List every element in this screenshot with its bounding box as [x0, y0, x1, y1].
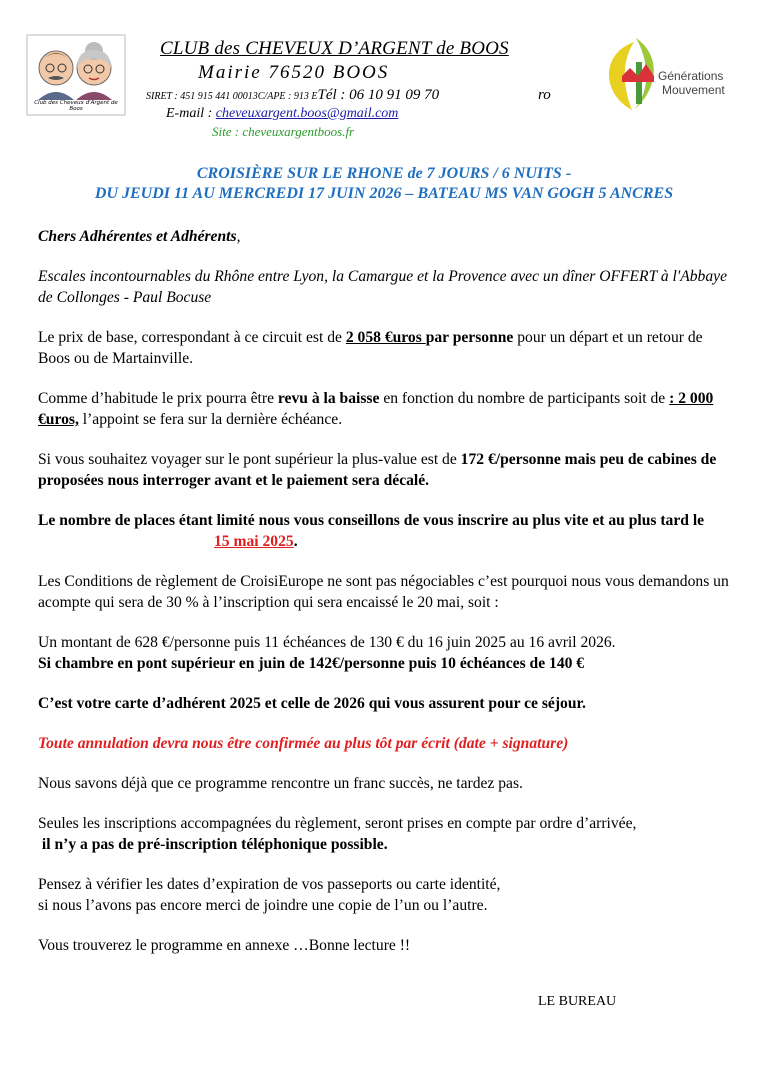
membership-paragraph [38, 693, 738, 714]
club-logo-caption: Club des Cheveux d'Argent de Boos [34, 100, 118, 112]
website[interactable]: Site : cheveuxargentboos.fr [212, 124, 355, 139]
installments-text: Un montant de 628 €/personne puis 11 échéances de 130 € du 16 juin 2025 au 16 avril 2026. [38, 634, 616, 651]
upper-deck-text-b: 172 €/personne mais peu de cabines de proposées nous interroger avant et le paiement sera décalé. [38, 451, 717, 489]
letter-body [38, 226, 738, 975]
greeting-text: Chers Adhérentes et Adhérents [38, 228, 237, 245]
deadline-date: 15 mai 2025 [214, 533, 294, 550]
phone: Tél : 06 10 91 09 70 [317, 87, 440, 103]
passport-line-1: Pensez à vérifier les dates d’expiration de vos passeports ou carte identité, [38, 876, 501, 893]
gm-logo-line2: Mouvement [662, 83, 725, 97]
price-text-b: par personne [425, 329, 514, 346]
siret-line [146, 87, 551, 104]
installments-upper-text: Si chambre en pont supérieur en juin de 142€/personne puis 10 échéances de 140 € [38, 655, 585, 672]
generations-mouvement-logo [592, 34, 742, 114]
cancellation-paragraph [38, 733, 738, 754]
greeting [38, 226, 738, 247]
price-text-c: pour un départ et un retour de Boos ou de Martainville. [38, 329, 703, 367]
email-line [166, 106, 398, 122]
membership-text: C’est votre carte d’adhérent 2025 et celle de 2026 qui vous assurent pour ce séjour. [38, 695, 586, 712]
success-paragraph: Nous savons déjà que ce programme rencontre un franc succès, ne tardez pas. [38, 775, 523, 792]
installments-paragraph [38, 632, 738, 674]
revision-amount: : 2 000 €uros, [38, 390, 714, 428]
price-amount: 2 058 €uros [345, 329, 426, 346]
revision-text-d: l’appoint se fera sur la dernière échéance. [78, 411, 343, 428]
revision-text-a: Comme d’habitude le prix pourra être [38, 390, 278, 407]
phone-suffix: ro [538, 87, 551, 103]
deadline-paragraph [38, 510, 738, 552]
price-text-a: Le prix de base, correspondant à ce circuit est de [38, 329, 346, 346]
greeting-punct: , [236, 228, 241, 245]
siret: SIRET : 451 915 441 00013C/APE : 913 E [146, 91, 318, 102]
revision-text-b: revu à la baisse [277, 390, 380, 407]
mairie-address: Mairie 76520 BOOS [198, 62, 390, 83]
closing-paragraph: Vous trouverez le programme en annexe …Bonne lecture !! [38, 937, 411, 954]
passport-line-2: si nous l’avons pas encore merci de joindre une copie de l’un ou l’autre. [38, 897, 488, 914]
trip-headline [20, 164, 748, 204]
deadline-text: Le nombre de places étant limité nous vous conseillons de vous inscrire au plus vite et au plus tard le [38, 512, 705, 529]
club-name: CLUB des CHEVEUX D’ARGENT de BOOS [160, 38, 509, 59]
intro-paragraph: Escales incontournables du Rhône entre Lyon, la Camargue et la Provence avec un dîner OFFERT à l'Abbaye de Collonges - Paul Bocuse [38, 268, 727, 306]
registration-text: Seules les inscriptions accompagnées du règlement, seront prises en compte par ordre d’arrivée, [38, 815, 637, 832]
deadline-punct: . [293, 533, 298, 550]
conditions-paragraph: Les Conditions de règlement de CroisiEurope ne sont pas négociables c’est pourquoi nous vous demandons un acompte qui sera de 30 % à l’inscription qui sera encaissé le 20 mai, soit : [38, 573, 729, 611]
signature: LE BUREAU [538, 994, 617, 1009]
upper-deck-paragraph [38, 449, 738, 491]
email-link[interactable]: cheveuxargent.boos@gmail.com [215, 106, 399, 121]
headline-line-2: DU JEUDI 11 AU MERCREDI 17 JUIN 2026 – BATEAU MS VAN GOGH 5 ANCRES [94, 185, 674, 202]
price-paragraph [38, 327, 738, 369]
gm-logo-line1: Générations [658, 69, 724, 83]
revision-text-c: en fonction du nombre de participants soit de [379, 390, 670, 407]
letterhead [20, 30, 748, 140]
passport-paragraph [38, 874, 738, 916]
registration-bold-text: il n’y a pas de pré-inscription téléphonique possible. [38, 836, 388, 853]
headline-line-1: CROISIÈRE SUR LE RHONE de 7 JOURS / 6 NUITS - [196, 165, 572, 182]
email-label: E-mail : [166, 106, 216, 121]
registration-paragraph [38, 813, 738, 855]
upper-deck-text-a: Si vous souhaitez voyager sur le pont supérieur la plus-value est de [38, 451, 461, 468]
cancellation-text: Toute annulation devra nous être confirmée au plus tôt par écrit (date + signature) [38, 735, 569, 752]
revision-paragraph [38, 388, 738, 430]
